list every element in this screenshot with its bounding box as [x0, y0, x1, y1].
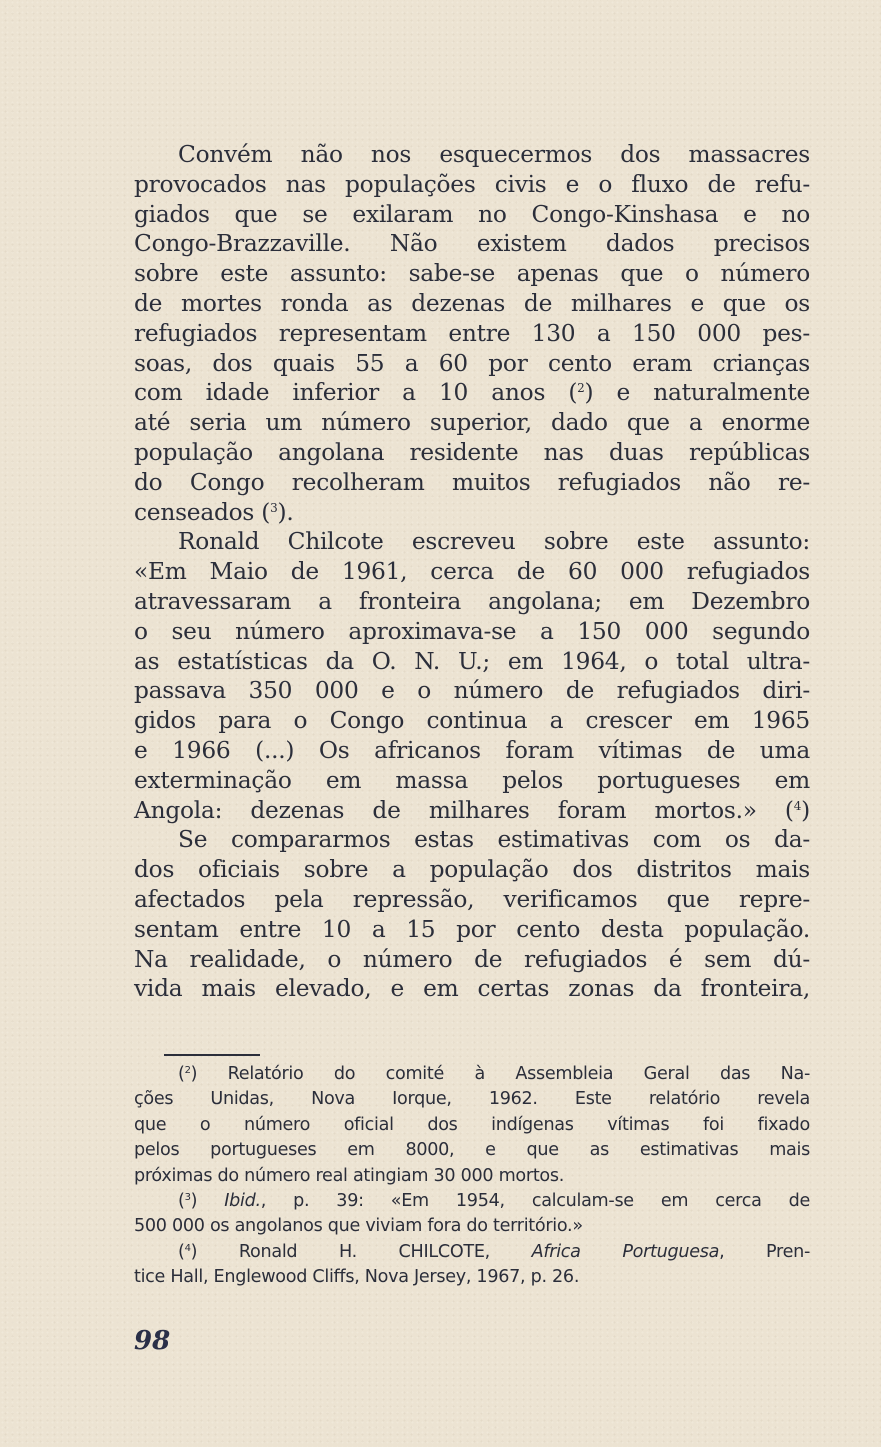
text-line: soas, dos quais 55 a 60 por cento eram crianças — [134, 349, 810, 377]
footnote-separator — [164, 1054, 260, 1056]
paragraph-3 — [134, 825, 810, 1004]
text-line: atravessaram a fronteira angolana; em Dezembro — [134, 587, 810, 615]
footnote-line — [134, 1240, 810, 1265]
text-line: giados que se exilaram no Congo-Kinshasa e no — [134, 200, 810, 228]
text-line: Na realidade, o número de refugiados é sem dú- — [134, 945, 810, 973]
footnote-line: pelos portugueses em 8000, e que as estimativas mais — [134, 1140, 810, 1161]
footnote-marker: ($^4$) — [178, 1241, 198, 1262]
footnote-marker: ($^3$) — [178, 1190, 198, 1211]
text-line: Congo-Brazzaville. Não existem dados precisos — [134, 230, 810, 258]
text-line: afectados pela repressão, verificamos que repre- — [134, 885, 810, 913]
footnote-2 — [134, 1062, 810, 1189]
footnote-4 — [134, 1240, 810, 1291]
footnote-line — [134, 1189, 810, 1214]
text-segment: Relatório do comité à Assembleia Geral das Na- — [227, 1064, 810, 1084]
text-segment: e naturalmente — [616, 379, 811, 407]
page-body — [134, 140, 810, 1004]
footnote-3 — [134, 1189, 810, 1240]
text-segment: , p. 39: «Em 1954, calculam-se em cerca de — [260, 1190, 811, 1211]
footnote-line: próximas do número real atingiam 30 000 mortos. — [134, 1165, 565, 1186]
footnotes — [134, 1062, 810, 1291]
text-line: provocados nas populações civis e o fluxo de refu- — [134, 170, 810, 198]
ibid-abbreviation: Ibid. — [224, 1190, 261, 1211]
text-line: Convém não nos esquecermos dos massacres — [178, 141, 810, 168]
page-number: 98 — [134, 1326, 171, 1356]
text-line: vida mais elevado, e em certas zonas da fronteira, — [134, 975, 810, 1003]
text-segment: censeados — [134, 498, 255, 526]
text-line — [134, 498, 810, 528]
footnote-line: ções Unidas, Nova Iorque, 1962. Este relatório revela — [134, 1089, 810, 1110]
book-title: Africa Portuguesa — [531, 1241, 720, 1262]
text-line: sentam entre 10 a 15 por cento desta população. — [134, 915, 810, 943]
text-line: Se compararmos estas estimativas com os da- — [178, 826, 810, 854]
footnote-line: que o número oficial dos indígenas vítimas foi fixado — [134, 1114, 810, 1135]
text-line: Ronald Chilcote escreveu sobre este assunto: — [178, 528, 810, 556]
text-line: o seu número aproximava-se a 150 000 segundo — [134, 617, 810, 645]
text-line: gidos para o Congo continua a crescer em 1965 — [134, 707, 810, 735]
paragraph-2 — [134, 527, 810, 825]
text-line: sobre este assunto: sabe-se apenas que o número — [134, 260, 810, 288]
text-segment: . — [286, 498, 294, 526]
text-line: passava 350 000 e o número de refugiados diri- — [134, 677, 810, 705]
text-line: refugiados representam entre 130 a 150 000 pes- — [134, 319, 810, 347]
text-line: até seria um número superior, dado que a enorme — [134, 409, 810, 437]
footnote-ref-4[interactable]: ($^4$) — [784, 796, 810, 824]
main-text — [134, 140, 810, 1004]
text-line: as estatísticas da O. N. U.; em 1964, o total ultra- — [134, 647, 810, 675]
text-line: exterminação em massa pelos portugueses em — [134, 766, 810, 794]
footnote-marker: ($^2$) — [178, 1064, 198, 1084]
text-line: e 1966 (...) Os africanos foram vítimas de uma — [134, 736, 810, 764]
paragraph-1 — [134, 140, 810, 527]
footnote-ref-2[interactable]: ($^2$) — [568, 379, 594, 407]
footnote-ref-3[interactable]: ($^3$) — [261, 498, 287, 526]
text-segment: , Pren- — [719, 1241, 811, 1262]
footnote-line: 500 000 os angolanos que viviam fora do território.» — [134, 1216, 583, 1237]
text-line — [134, 796, 810, 826]
author-name: Ronald H. CHILCOTE, — [238, 1241, 532, 1262]
footnote-line: tice Hall, Englewood Cliffs, Nova Jersey, 1967, p. 26. — [134, 1267, 580, 1288]
text-segment: Angola: dezenas de milhares foram mortos.» — [134, 796, 757, 824]
text-line: de mortes ronda as dezenas de milhares e que os — [134, 289, 810, 317]
text-line: do Congo recolheram muitos refugiados não re- — [134, 468, 810, 496]
text-line — [134, 378, 810, 408]
footnote-line — [134, 1062, 810, 1087]
text-line: população angolana residente nas duas repúblicas — [134, 438, 810, 466]
text-line: «Em Maio de 1961, cerca de 60 000 refugiados — [134, 558, 810, 586]
text-line: dos oficiais sobre a população dos distritos mais — [134, 856, 810, 884]
text-segment: com idade inferior a 10 anos — [134, 379, 546, 407]
